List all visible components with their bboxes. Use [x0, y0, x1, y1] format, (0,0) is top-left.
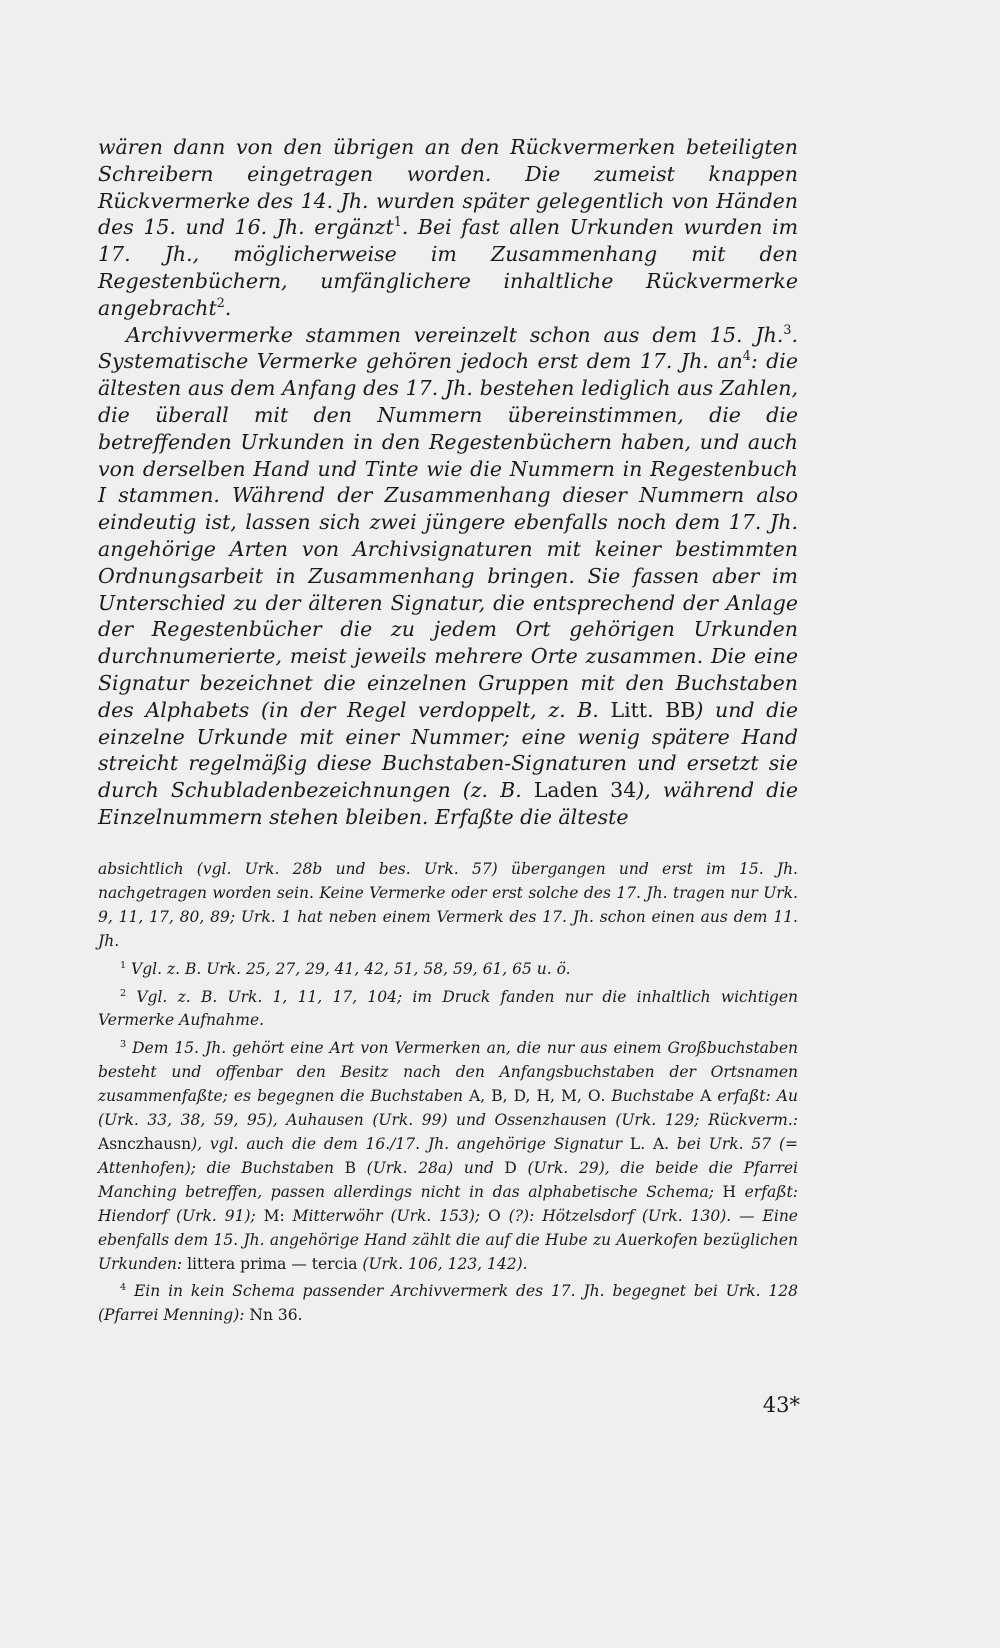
footnote-2 — [98, 986, 798, 1034]
footnote-3 — [98, 1037, 798, 1276]
footnote-continuation: absichtlich (vgl. Urk. 28b und bes. Urk. 57) übergangen und erst im 15. Jh. nachgetragen worden sein. Keine Vermerke oder erst solche des 17. Jh. tragen nur Urk. 9, 11, 17, 80, 89; Urk. 1 hat neben einem Vermerk des 17. Jh. schon einen aus dem 11. Jh. — [98, 860, 798, 950]
text-run: (Urk. 106, 123, 142). — [357, 1254, 528, 1273]
text-run: Dem 15. Jh. gehört eine Art von Vermerken an, die nur aus einem Großbuchstaben besteht und offenbar den Besitz nach den Anfangsbuchstaben der Ortsnamen zusammenfaßte; es begegnen die Buchstaben — [98, 1039, 798, 1106]
text-run: ), während die Einzelnummern stehen bleiben. Erfaßte die älteste — [98, 778, 798, 829]
letter-m: M: — [263, 1206, 285, 1225]
text-run: (Urk. 28a) und — [356, 1158, 505, 1177]
main-text — [98, 134, 798, 831]
text-run: . — [224, 295, 232, 320]
footnote-number: 2 — [120, 987, 127, 999]
letter-h: H — [722, 1182, 737, 1201]
paragraph-2 — [98, 322, 798, 831]
footnote-ref-2[interactable]: 2 — [216, 294, 225, 310]
text-run: Ein in kein Schema passender Archivvermerk des 17. Jh. begegnet bei Urk. 128 (Pfarrei Menning): — [98, 1282, 798, 1325]
text-run: Vgl. z. B. Urk. 25, 27, 29, 41, 42, 51, 58, 59, 61, 65 u. ö. — [126, 959, 571, 978]
text-run: ), vgl. auch die dem 16./17. Jh. angehörige Signatur — [191, 1134, 630, 1153]
footnote-number: 4 — [120, 1282, 127, 1294]
text-run: wären dann von den übrigen an den Rückvermerken beteiligten Schreibern eingetragen worden. Die zumeist knappen Rückvermerke des 14. Jh. wurden später gelegentlich von Händen des 15. und 16. Jh. ergänzt — [98, 135, 798, 240]
text-run: bei Urk. 57 (= Attenhofen); die Buchstaben — [98, 1134, 798, 1177]
signature-litt: Litt. BB — [610, 697, 696, 722]
text-run: ) und die einzelne Urkunde mit einer Nummer; eine wenig spätere Hand streicht regelmäßig diese Buchstaben-Signaturen und ersetzt sie durch Schubladenbezeichnungen (z. B. — [98, 697, 798, 803]
text-run: . Systematische Vermerke gehören jedoch erst dem 17. Jh. an — [98, 322, 798, 374]
text-run: Archivvermerke stammen vereinzelt schon aus dem 15. Jh. — [126, 322, 784, 347]
text-run: (Urk. 29), die beide die Pfarrei Manching betreffen, passen allerdings nicht in das alphabetische Schema; — [98, 1158, 798, 1201]
footnote-ref-3[interactable]: 3 — [783, 321, 792, 337]
footnote-number: 3 — [120, 1039, 127, 1051]
quoted-nn: Nn 36 — [249, 1306, 298, 1325]
text-run: . Bei fast allen Urkunden wurden im 17. Jh., möglicherweise im Zusammenhang mit den Regestenbüchern, umfänglichere inhaltliche Rückvermerke angebracht — [98, 215, 799, 320]
letter-b: B — [344, 1158, 356, 1177]
signature-la: L. A. — [629, 1134, 670, 1153]
text-run: Vgl. z. B. Urk. 1, 11, 17, 104; im Druck fanden nur die inhaltlich wichtigen Vermerke Aufnahme. — [98, 987, 798, 1030]
text-run: . Buchstabe — [600, 1087, 701, 1106]
footnotes — [98, 858, 798, 1332]
text-run: erfaßt: Hiendorf (Urk. 91); — [98, 1182, 798, 1225]
footnote-4 — [98, 1280, 798, 1328]
text-run: : die ältesten aus dem Anfang des 17. Jh. bestehen lediglich aus Zahlen, die überall mit den Nummern übereinstimmen, die die betreffenden Urkunden in den Regestenbüchern haben, und auch von derselben Hand und Tinte wie die Nummern in Regestenbuch I stammen. Während der Zusammenhang dieser Nummern also eindeutig ist, lassen sich zwei jüngere ebenfalls noch dem 17. Jh. angehörige Arten von Archivsignaturen mit keiner bestimmten Ordnungsarbeit in Zusammenhang bringen. Sie fassen aber im Unterschied zu der älteren Signatur, die entsprechend der Anlage der Regestenbücher die zu jedem Ort gehörigen Urkunden durchnumerierte, meist jeweils mehrere Orte zusammen. Die eine Signatur bezeichnet die einzelnen Gruppen mit den Buchstaben des Alphabets (in der Regel verdoppelt, z. B. — [98, 349, 798, 722]
quoted-name: Asnczhausn — [98, 1134, 192, 1153]
quoted-littera: littera prima — tercia — [187, 1254, 358, 1273]
footnote-number: 1 — [120, 959, 127, 971]
text-run: . — [297, 1306, 303, 1325]
text-run: (?): Hötzelsdorf (Urk. 130). — Eine ebenfalls dem 15. Jh. angehörige Hand zählt die auf die Hube zu Auerkofen bezüglichen Urkunden: — [98, 1206, 798, 1273]
footnote-ref-4[interactable]: 4 — [742, 348, 751, 364]
text-run: Mitterwöhr (Urk. 153); — [284, 1206, 489, 1225]
letter-o: O — [488, 1206, 501, 1225]
letter-d: D — [504, 1158, 517, 1177]
page-number: 43* — [762, 1393, 800, 1417]
letter-a: A — [700, 1087, 712, 1106]
footnote-ref-1[interactable]: 1 — [393, 214, 402, 230]
paragraph-1 — [98, 134, 798, 322]
letter-list: A, B, D, H, M, O — [469, 1087, 601, 1106]
signature-laden: Laden 34 — [533, 778, 637, 803]
text-run: erfaßt: Au (Urk. 33, 38, 59, 95), Auhausen (Urk. 99) und Ossenzhausen (Urk. 129; Rückverm.: — [98, 1087, 798, 1130]
footnote-1 — [98, 958, 798, 982]
